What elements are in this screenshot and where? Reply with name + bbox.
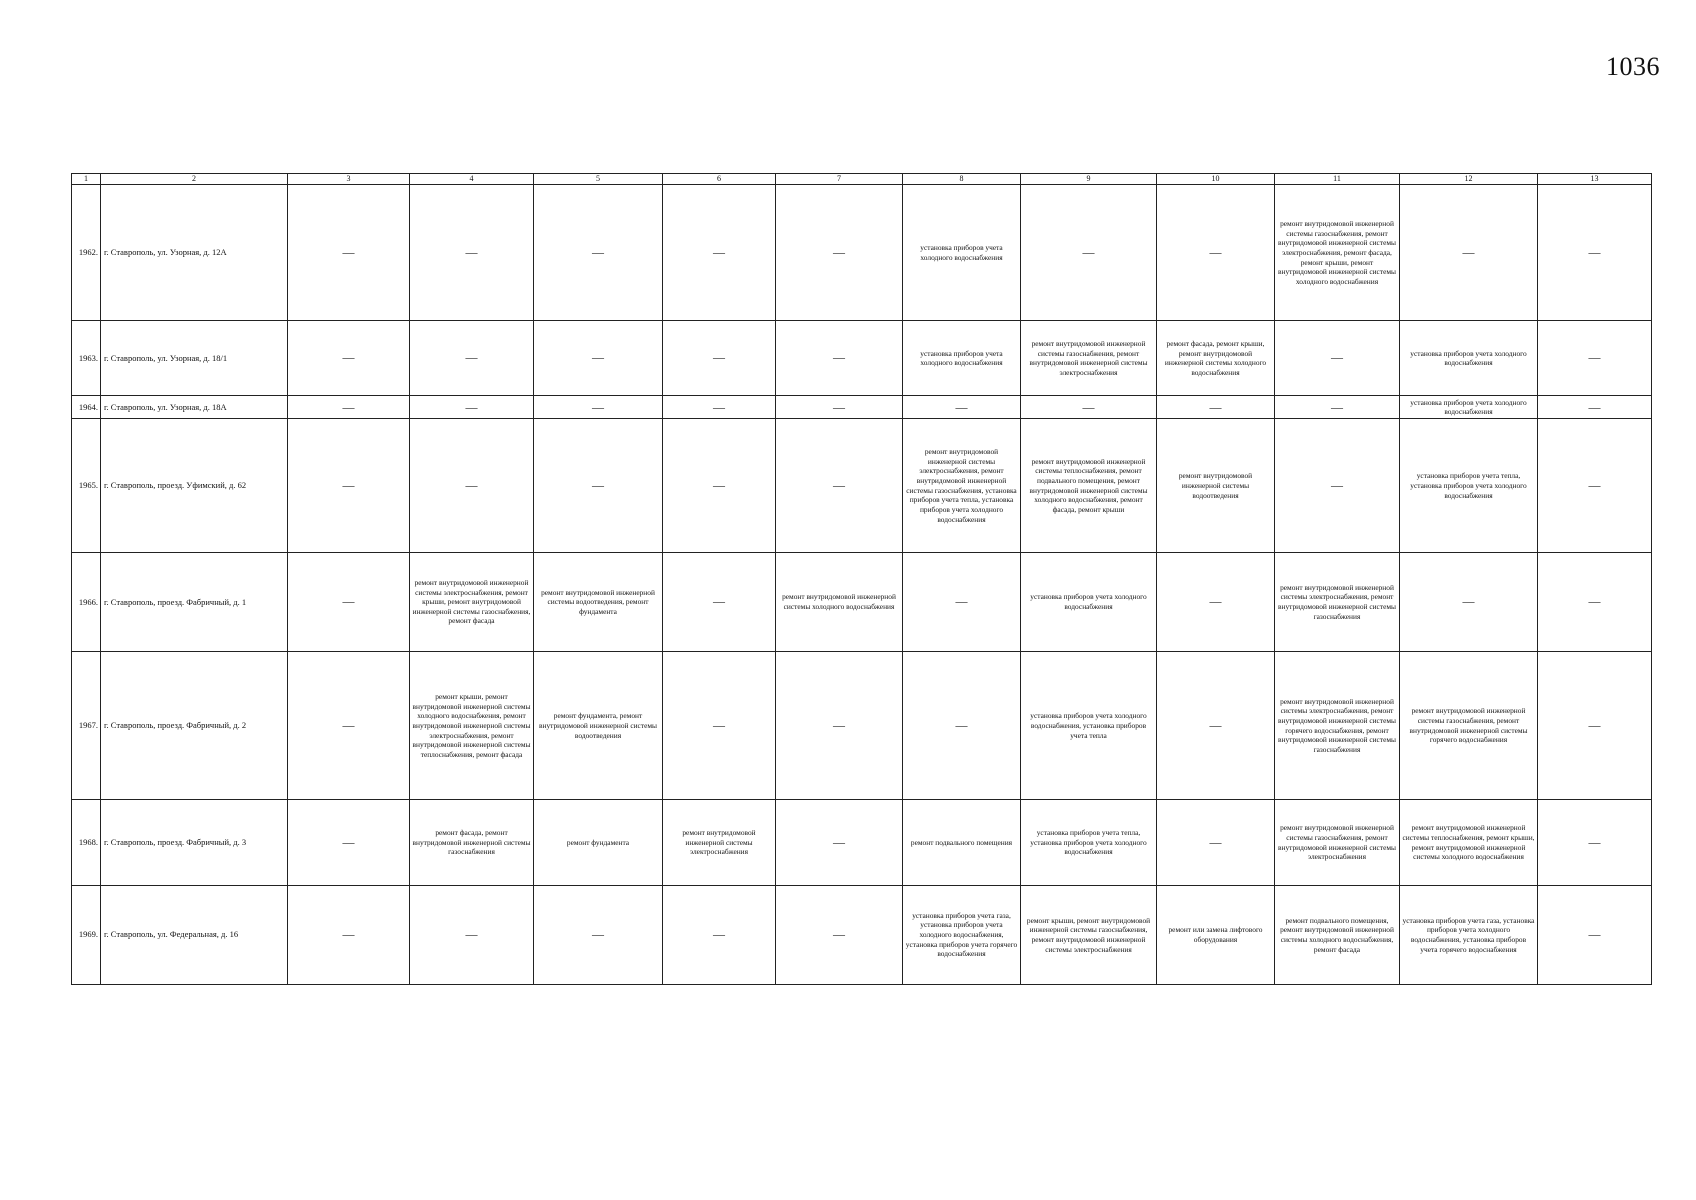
empty-dash-cell: —: [1538, 885, 1652, 984]
table-row: [72, 321, 1652, 396]
row-number: 1969.: [72, 885, 101, 984]
row-number: 1964.: [72, 396, 101, 419]
address-cell: г. Ставрополь, проезд. Уфимский, д. 62: [101, 419, 288, 553]
work-type-cell: ремонт крыши, ремонт внутридомовой инженерной системы газоснабжения, ремонт внутридомовой инженерной системы электроснабжения: [1021, 885, 1157, 984]
empty-dash-cell: —: [663, 419, 776, 553]
empty-dash-cell: —: [1538, 321, 1652, 396]
empty-dash-cell: —: [663, 396, 776, 419]
column-number: 1: [72, 174, 101, 185]
empty-dash-cell: —: [1400, 185, 1538, 321]
column-number: 6: [663, 174, 776, 185]
row-number: 1968.: [72, 800, 101, 886]
row-number: 1963.: [72, 321, 101, 396]
empty-dash-cell: —: [288, 800, 410, 886]
address-cell: г. Ставрополь, проезд. Фабричный, д. 3: [101, 800, 288, 886]
row-number: 1966.: [72, 552, 101, 651]
work-type-cell: установка приборов учета холодного водоснабжения: [903, 321, 1021, 396]
work-type-cell: установка приборов учета холодного водоснабжения: [1400, 321, 1538, 396]
empty-dash-cell: —: [534, 185, 663, 321]
column-number: 4: [410, 174, 534, 185]
column-number: 12: [1400, 174, 1538, 185]
empty-dash-cell: —: [776, 321, 903, 396]
work-type-cell: ремонт внутридомовой инженерной системы водоотведения: [1157, 419, 1275, 553]
table-row: [72, 652, 1652, 800]
work-type-cell: установка приборов учета тепла, установка приборов учета холодного водоснабжения: [1400, 419, 1538, 553]
column-number: 3: [288, 174, 410, 185]
empty-dash-cell: —: [288, 652, 410, 800]
row-number: 1967.: [72, 652, 101, 800]
empty-dash-cell: —: [534, 419, 663, 553]
row-number: 1965.: [72, 419, 101, 553]
work-type-cell: установка приборов учета холодного водоснабжения: [1400, 396, 1538, 419]
empty-dash-cell: —: [663, 652, 776, 800]
work-type-cell: ремонт внутридомовой инженерной системы электроснабжения: [663, 800, 776, 886]
work-type-cell: ремонт крыши, ремонт внутридомовой инженерной системы холодного водоснабжения, ремонт внутридомовой инженерной системы электроснабжения, ремонт внутридомовой инженерной системы теплоснабжения, ремонт фасада: [410, 652, 534, 800]
empty-dash-cell: —: [776, 885, 903, 984]
work-type-cell: ремонт внутридомовой инженерной системы водоотведения, ремонт фундамента: [534, 552, 663, 651]
work-type-cell: ремонт или замена лифтового оборудования: [1157, 885, 1275, 984]
work-type-cell: ремонт внутридомовой инженерной системы теплоснабжения, ремонт подвального помещения, ремонт внутридомовой инженерной системы холодного водоснабжения, ремонт фасада, ремонт крыши: [1021, 419, 1157, 553]
work-type-cell: ремонт фундамента: [534, 800, 663, 886]
empty-dash-cell: —: [663, 321, 776, 396]
empty-dash-cell: —: [1275, 419, 1400, 553]
work-type-cell: ремонт внутридомовой инженерной системы электроснабжения, ремонт крыши, ремонт внутридомовой инженерной системы газоснабжения, ремонт фасада: [410, 552, 534, 651]
work-type-cell: ремонт внутридомовой инженерной системы теплоснабжения, ремонт крыши, ремонт внутридомовой инженерной системы холодного водоснабжения: [1400, 800, 1538, 886]
row-number: 1962.: [72, 185, 101, 321]
empty-dash-cell: —: [410, 396, 534, 419]
address-cell: г. Ставрополь, ул. Узорная, д. 12А: [101, 185, 288, 321]
empty-dash-cell: —: [663, 885, 776, 984]
empty-dash-cell: —: [1275, 321, 1400, 396]
work-type-cell: установка приборов учета газа, установка приборов учета холодного водоснабжения, установка приборов учета горячего водоснабжения: [1400, 885, 1538, 984]
work-type-cell: установка приборов учета тепла, установка приборов учета холодного водоснабжения: [1021, 800, 1157, 886]
work-type-cell: установка приборов учета холодного водоснабжения: [903, 185, 1021, 321]
empty-dash-cell: —: [1157, 800, 1275, 886]
empty-dash-cell: —: [1538, 419, 1652, 553]
column-number: 8: [903, 174, 1021, 185]
address-cell: г. Ставрополь, проезд. Фабричный, д. 1: [101, 552, 288, 651]
column-number: 9: [1021, 174, 1157, 185]
table-row: [72, 419, 1652, 553]
work-type-cell: ремонт внутридомовой инженерной системы газоснабжения, ремонт внутридомовой инженерной системы горячего водоснабжения: [1400, 652, 1538, 800]
empty-dash-cell: —: [663, 185, 776, 321]
empty-dash-cell: —: [1157, 396, 1275, 419]
work-type-cell: ремонт внутридомовой инженерной системы газоснабжения, ремонт внутридомовой инженерной системы электроснабжения, ремонт фасада, ремонт крыши, ремонт внутридомовой инженерной системы холодного водоснабжения: [1275, 185, 1400, 321]
work-type-cell: ремонт внутридомовой инженерной системы газоснабжения, ремонт внутридомовой инженерной системы электроснабжения: [1021, 321, 1157, 396]
empty-dash-cell: —: [903, 552, 1021, 651]
empty-dash-cell: —: [776, 396, 903, 419]
table-body: [72, 174, 1652, 985]
column-number: 13: [1538, 174, 1652, 185]
empty-dash-cell: —: [663, 552, 776, 651]
work-type-cell: ремонт внутридомовой инженерной системы электроснабжения, ремонт внутридомовой инженерной системы газоснабжения, установка приборов учета тепла, установка приборов учета холодного водоснабжения: [903, 419, 1021, 553]
empty-dash-cell: —: [1538, 800, 1652, 886]
work-type-cell: ремонт подвального помещения, ремонт внутридомовой инженерной системы холодного водоснабжения, ремонт фасада: [1275, 885, 1400, 984]
empty-dash-cell: —: [288, 552, 410, 651]
empty-dash-cell: —: [1275, 396, 1400, 419]
table-row: [72, 800, 1652, 886]
empty-dash-cell: —: [1157, 552, 1275, 651]
column-number: 10: [1157, 174, 1275, 185]
table-row: [72, 552, 1652, 651]
empty-dash-cell: —: [776, 185, 903, 321]
address-cell: г. Ставрополь, проезд. Фабричный, д. 2: [101, 652, 288, 800]
empty-dash-cell: —: [410, 185, 534, 321]
empty-dash-cell: —: [534, 396, 663, 419]
work-type-cell: ремонт подвального помещения: [903, 800, 1021, 886]
work-type-cell: ремонт фасада, ремонт крыши, ремонт внутридомовой инженерной системы холодного водоснабжения: [1157, 321, 1275, 396]
empty-dash-cell: —: [1021, 185, 1157, 321]
repair-plan-table: [71, 173, 1652, 985]
empty-dash-cell: —: [288, 396, 410, 419]
empty-dash-cell: —: [903, 396, 1021, 419]
empty-dash-cell: —: [1538, 552, 1652, 651]
empty-dash-cell: —: [410, 321, 534, 396]
work-type-cell: ремонт внутридомовой инженерной системы холодного водоснабжения: [776, 552, 903, 651]
work-type-cell: установка приборов учета холодного водоснабжения, установка приборов учета тепла: [1021, 652, 1157, 800]
empty-dash-cell: —: [288, 185, 410, 321]
empty-dash-cell: —: [1538, 185, 1652, 321]
empty-dash-cell: —: [288, 885, 410, 984]
empty-dash-cell: —: [534, 885, 663, 984]
empty-dash-cell: —: [1021, 396, 1157, 419]
work-type-cell: ремонт внутридомовой инженерной системы электроснабжения, ремонт внутридомовой инженерной системы газоснабжения: [1275, 552, 1400, 651]
work-type-cell: ремонт внутридомовой инженерной системы газоснабжения, ремонт внутридомовой инженерной системы электроснабжения: [1275, 800, 1400, 886]
work-type-cell: ремонт фасада, ремонт внутридомовой инженерной системы газоснабжения: [410, 800, 534, 886]
empty-dash-cell: —: [534, 321, 663, 396]
column-number: 2: [101, 174, 288, 185]
column-number: 5: [534, 174, 663, 185]
empty-dash-cell: —: [1538, 396, 1652, 419]
address-cell: г. Ставрополь, ул. Узорная, д. 18А: [101, 396, 288, 419]
column-number: 7: [776, 174, 903, 185]
empty-dash-cell: —: [776, 419, 903, 553]
work-type-cell: установка приборов учета холодного водоснабжения: [1021, 552, 1157, 651]
page-number: 1036: [1606, 52, 1660, 81]
empty-dash-cell: —: [1157, 652, 1275, 800]
empty-dash-cell: —: [288, 419, 410, 553]
column-number: 11: [1275, 174, 1400, 185]
empty-dash-cell: —: [288, 321, 410, 396]
empty-dash-cell: —: [1157, 185, 1275, 321]
empty-dash-cell: —: [776, 652, 903, 800]
work-type-cell: ремонт внутридомовой инженерной системы электроснабжения, ремонт внутридомовой инженерной системы горячего водоснабжения, ремонт внутридомовой инженерной системы газоснабжения: [1275, 652, 1400, 800]
empty-dash-cell: —: [903, 652, 1021, 800]
empty-dash-cell: —: [410, 419, 534, 553]
address-cell: г. Ставрополь, ул. Узорная, д. 18/1: [101, 321, 288, 396]
work-type-cell: установка приборов учета газа, установка приборов учета холодного водоснабжения, установка приборов учета горячего водоснабжения: [903, 885, 1021, 984]
table-row: [72, 185, 1652, 321]
address-cell: г. Ставрополь, ул. Федеральная, д. 16: [101, 885, 288, 984]
empty-dash-cell: —: [1538, 652, 1652, 800]
table-row: [72, 885, 1652, 984]
work-type-cell: ремонт фундамента, ремонт внутридомовой инженерной системы водоотведения: [534, 652, 663, 800]
empty-dash-cell: —: [410, 885, 534, 984]
column-number-row: [72, 174, 1652, 185]
table-row: [72, 396, 1652, 419]
empty-dash-cell: —: [776, 800, 903, 886]
empty-dash-cell: —: [1400, 552, 1538, 651]
